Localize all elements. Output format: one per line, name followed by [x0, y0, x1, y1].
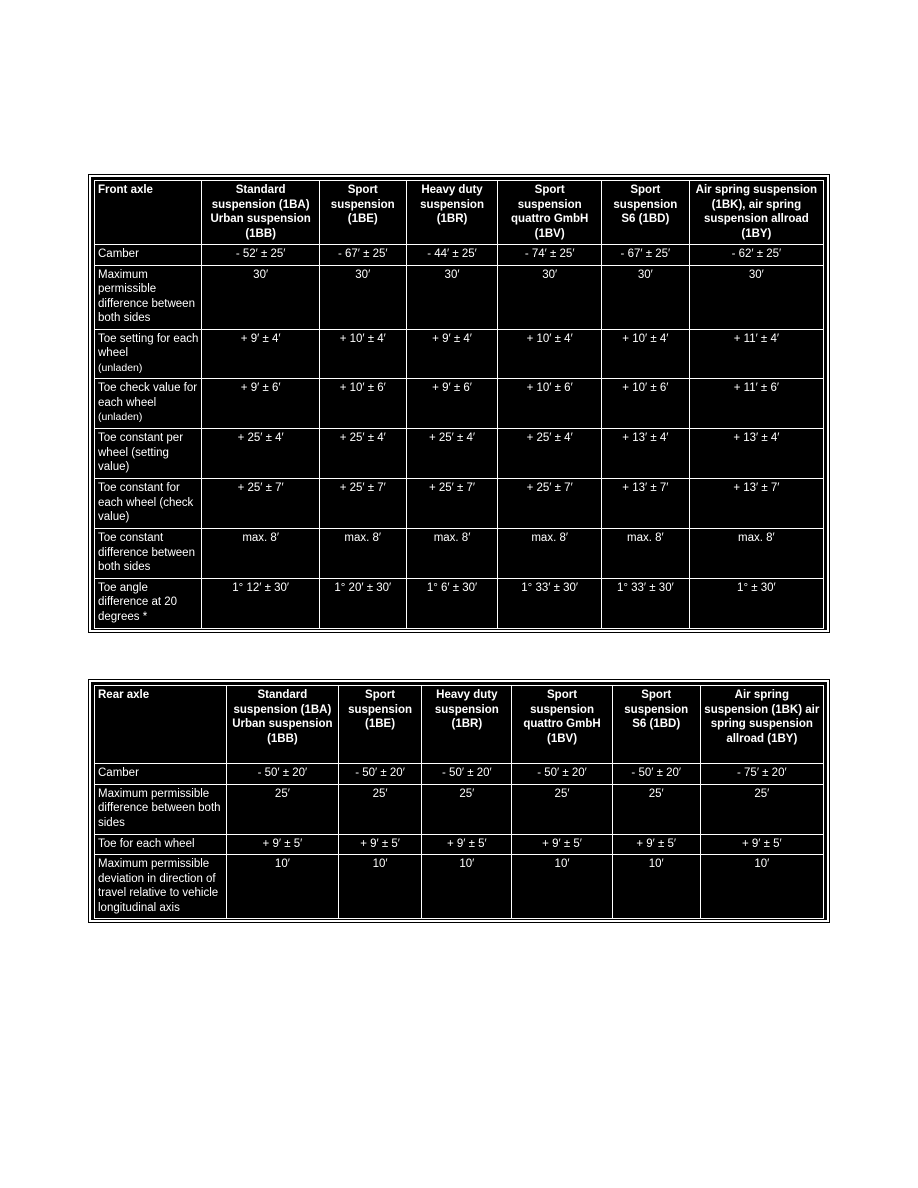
front-row-label — [95, 379, 202, 429]
front-value-cell: 30′ — [689, 265, 823, 329]
front-table-row — [95, 578, 824, 628]
rear-axle-table-frame — [89, 680, 829, 922]
front-row-label — [95, 245, 202, 266]
front-table-row — [95, 329, 824, 379]
front-row-label-text: Toe check value for each wheel — [98, 382, 198, 409]
rear-value-cell: + 9′ ± 5′ — [512, 834, 613, 855]
front-table-row — [95, 379, 824, 429]
front-value-cell: + 9′ ± 4′ — [406, 329, 498, 379]
rear-row-label-text: Toe for each wheel — [98, 837, 195, 850]
front-value-cell: + 25′ ± 7′ — [319, 479, 406, 529]
front-value-cell: max. 8′ — [601, 529, 689, 579]
front-row-label-note: (unladen) — [98, 361, 143, 374]
front-value-cell: - 74′ ± 25′ — [498, 245, 602, 266]
front-header-cell: Front axle — [95, 181, 202, 245]
rear-value-cell: 10′ — [612, 855, 700, 919]
front-value-cell: - 44′ ± 25′ — [406, 245, 498, 266]
front-row-label — [95, 329, 202, 379]
rear-value-cell: 25′ — [512, 784, 613, 834]
rear-value-cell: 25′ — [338, 784, 422, 834]
front-header-cell: Standard suspension (1BA) Urban suspension (1BB) — [202, 181, 319, 245]
rear-row-label-text: Camber — [98, 767, 139, 779]
front-row-label-text: Toe angle difference at 20 degrees * — [98, 581, 178, 623]
front-value-cell: - 62′ ± 25′ — [689, 245, 823, 266]
front-value-cell: max. 8′ — [202, 529, 319, 579]
front-value-cell: + 10′ ± 6′ — [498, 379, 602, 429]
front-header-cell: Sport suspension S6 (1BD) — [601, 181, 689, 245]
front-value-cell: + 13′ ± 4′ — [601, 429, 689, 479]
front-value-cell: 30′ — [319, 265, 406, 329]
rear-value-cell: 25′ — [422, 784, 512, 834]
rear-table-row — [95, 855, 824, 919]
rear-value-cell: 10′ — [700, 855, 823, 919]
front-value-cell: + 10′ ± 4′ — [498, 329, 602, 379]
rear-header-cell: Standard suspension (1BA) Urban suspension (1BB) — [227, 686, 338, 764]
rear-value-cell: + 9′ ± 5′ — [338, 834, 422, 855]
front-row-label-text: Toe setting for each wheel — [98, 332, 199, 359]
rear-table-row — [95, 764, 824, 785]
front-value-cell: + 10′ ± 6′ — [319, 379, 406, 429]
front-row-label-text: Toe constant difference between both sides — [98, 532, 195, 573]
front-value-cell: 1° 6′ ± 30′ — [406, 578, 498, 628]
front-value-cell: 1° 33′ ± 30′ — [601, 578, 689, 628]
rear-value-cell: + 9′ ± 5′ — [227, 834, 338, 855]
rear-value-cell: - 50′ ± 20′ — [338, 764, 422, 785]
rear-row-label — [95, 764, 227, 785]
front-value-cell: 30′ — [601, 265, 689, 329]
front-value-cell: max. 8′ — [689, 529, 823, 579]
front-value-cell: + 9′ ± 4′ — [202, 329, 319, 379]
front-value-cell: + 25′ ± 4′ — [319, 429, 406, 479]
front-row-label — [95, 578, 202, 628]
front-value-cell: max. 8′ — [498, 529, 602, 579]
rear-value-cell: 25′ — [612, 784, 700, 834]
front-row-label-text: Camber — [98, 248, 139, 260]
rear-value-cell: - 50′ ± 20′ — [612, 764, 700, 785]
rear-table-row — [95, 834, 824, 855]
front-row-label-text: Maximum permissible difference between both sides — [98, 268, 195, 324]
rear-value-cell: 25′ — [227, 784, 338, 834]
front-value-cell: + 11′ ± 6′ — [689, 379, 823, 429]
front-value-cell: 1° ± 30′ — [689, 578, 823, 628]
front-value-cell: + 25′ ± 4′ — [406, 429, 498, 479]
rear-row-label — [95, 834, 227, 855]
rear-header-row — [95, 686, 824, 764]
front-axle-table — [94, 180, 824, 629]
front-value-cell: 30′ — [406, 265, 498, 329]
rear-value-cell: - 50′ ± 20′ — [227, 764, 338, 785]
rear-row-label — [95, 855, 227, 919]
front-row-label — [95, 479, 202, 529]
front-value-cell: 30′ — [202, 265, 319, 329]
front-table-row — [95, 245, 824, 266]
front-value-cell: + 25′ ± 4′ — [202, 429, 319, 479]
front-table-row — [95, 429, 824, 479]
rear-header-cell: Sport suspension S6 (1BD) — [612, 686, 700, 764]
front-value-cell: + 11′ ± 4′ — [689, 329, 823, 379]
front-row-label — [95, 529, 202, 579]
rear-header-cell: Sport suspension (1BE) — [338, 686, 422, 764]
front-row-label-text: Toe constant for each wheel (check value) — [98, 482, 194, 523]
front-value-cell: + 25′ ± 7′ — [202, 479, 319, 529]
rear-value-cell: 10′ — [422, 855, 512, 919]
front-header-cell: Sport suspension quattro GmbH (1BV) — [498, 181, 602, 245]
rear-axle-table — [94, 685, 824, 919]
front-value-cell: - 67′ ± 25′ — [601, 245, 689, 266]
front-table-row — [95, 265, 824, 329]
rear-value-cell: + 9′ ± 5′ — [422, 834, 512, 855]
front-row-label — [95, 265, 202, 329]
front-value-cell: + 13′ ± 4′ — [689, 429, 823, 479]
front-value-cell: + 13′ ± 7′ — [689, 479, 823, 529]
rear-value-cell: - 50′ ± 20′ — [512, 764, 613, 785]
front-table-row — [95, 529, 824, 579]
front-value-cell: - 67′ ± 25′ — [319, 245, 406, 266]
rear-value-cell: 10′ — [338, 855, 422, 919]
rear-header-cell: Rear axle — [95, 686, 227, 764]
rear-value-cell: + 9′ ± 5′ — [612, 834, 700, 855]
front-value-cell: + 25′ ± 7′ — [498, 479, 602, 529]
rear-value-cell: 10′ — [227, 855, 338, 919]
rear-row-label-text: Maximum permissible difference between both sides — [98, 787, 221, 829]
front-table-row — [95, 479, 824, 529]
front-value-cell: max. 8′ — [406, 529, 498, 579]
rear-value-cell: - 75′ ± 20′ — [700, 764, 823, 785]
front-value-cell: 1° 12′ ± 30′ — [202, 578, 319, 628]
rear-table-row — [95, 784, 824, 834]
front-row-label — [95, 429, 202, 479]
front-header-row — [95, 181, 824, 245]
front-value-cell: + 13′ ± 7′ — [601, 479, 689, 529]
rear-value-cell: + 9′ ± 5′ — [700, 834, 823, 855]
front-value-cell: + 25′ ± 7′ — [406, 479, 498, 529]
rear-value-cell: 10′ — [512, 855, 613, 919]
rear-row-label — [95, 784, 227, 834]
front-value-cell: + 25′ ± 4′ — [498, 429, 602, 479]
rear-header-cell: Sport suspension quattro GmbH (1BV) — [512, 686, 613, 764]
rear-value-cell: - 50′ ± 20′ — [422, 764, 512, 785]
front-value-cell: 30′ — [498, 265, 602, 329]
front-value-cell: + 10′ ± 6′ — [601, 379, 689, 429]
rear-value-cell: 25′ — [700, 784, 823, 834]
rear-header-cell: Heavy duty suspension (1BR) — [422, 686, 512, 764]
front-header-cell: Heavy duty suspension (1BR) — [406, 181, 498, 245]
front-value-cell: + 9′ ± 6′ — [202, 379, 319, 429]
front-header-cell: Air spring suspension (1BK), air spring suspension allroad (1BY) — [689, 181, 823, 245]
front-value-cell: + 10′ ± 4′ — [319, 329, 406, 379]
front-value-cell: 1° 20′ ± 30′ — [319, 578, 406, 628]
front-value-cell: - 52′ ± 25′ — [202, 245, 319, 266]
front-value-cell: + 9′ ± 6′ — [406, 379, 498, 429]
front-value-cell: + 10′ ± 4′ — [601, 329, 689, 379]
front-axle-table-frame — [89, 175, 829, 632]
front-value-cell: max. 8′ — [319, 529, 406, 579]
front-header-cell: Sport suspension (1BE) — [319, 181, 406, 245]
rear-header-cell: Air spring suspension (1BK) air spring suspension allroad (1BY) — [700, 686, 823, 764]
front-row-label-text: Toe constant per wheel (setting value) — [98, 432, 184, 473]
front-value-cell: 1° 33′ ± 30′ — [498, 578, 602, 628]
front-row-label-note: (unladen) — [98, 411, 143, 423]
rear-row-label-text: Maximum permissible deviation in direction of travel relative to vehicle longitudinal axis — [98, 858, 219, 914]
